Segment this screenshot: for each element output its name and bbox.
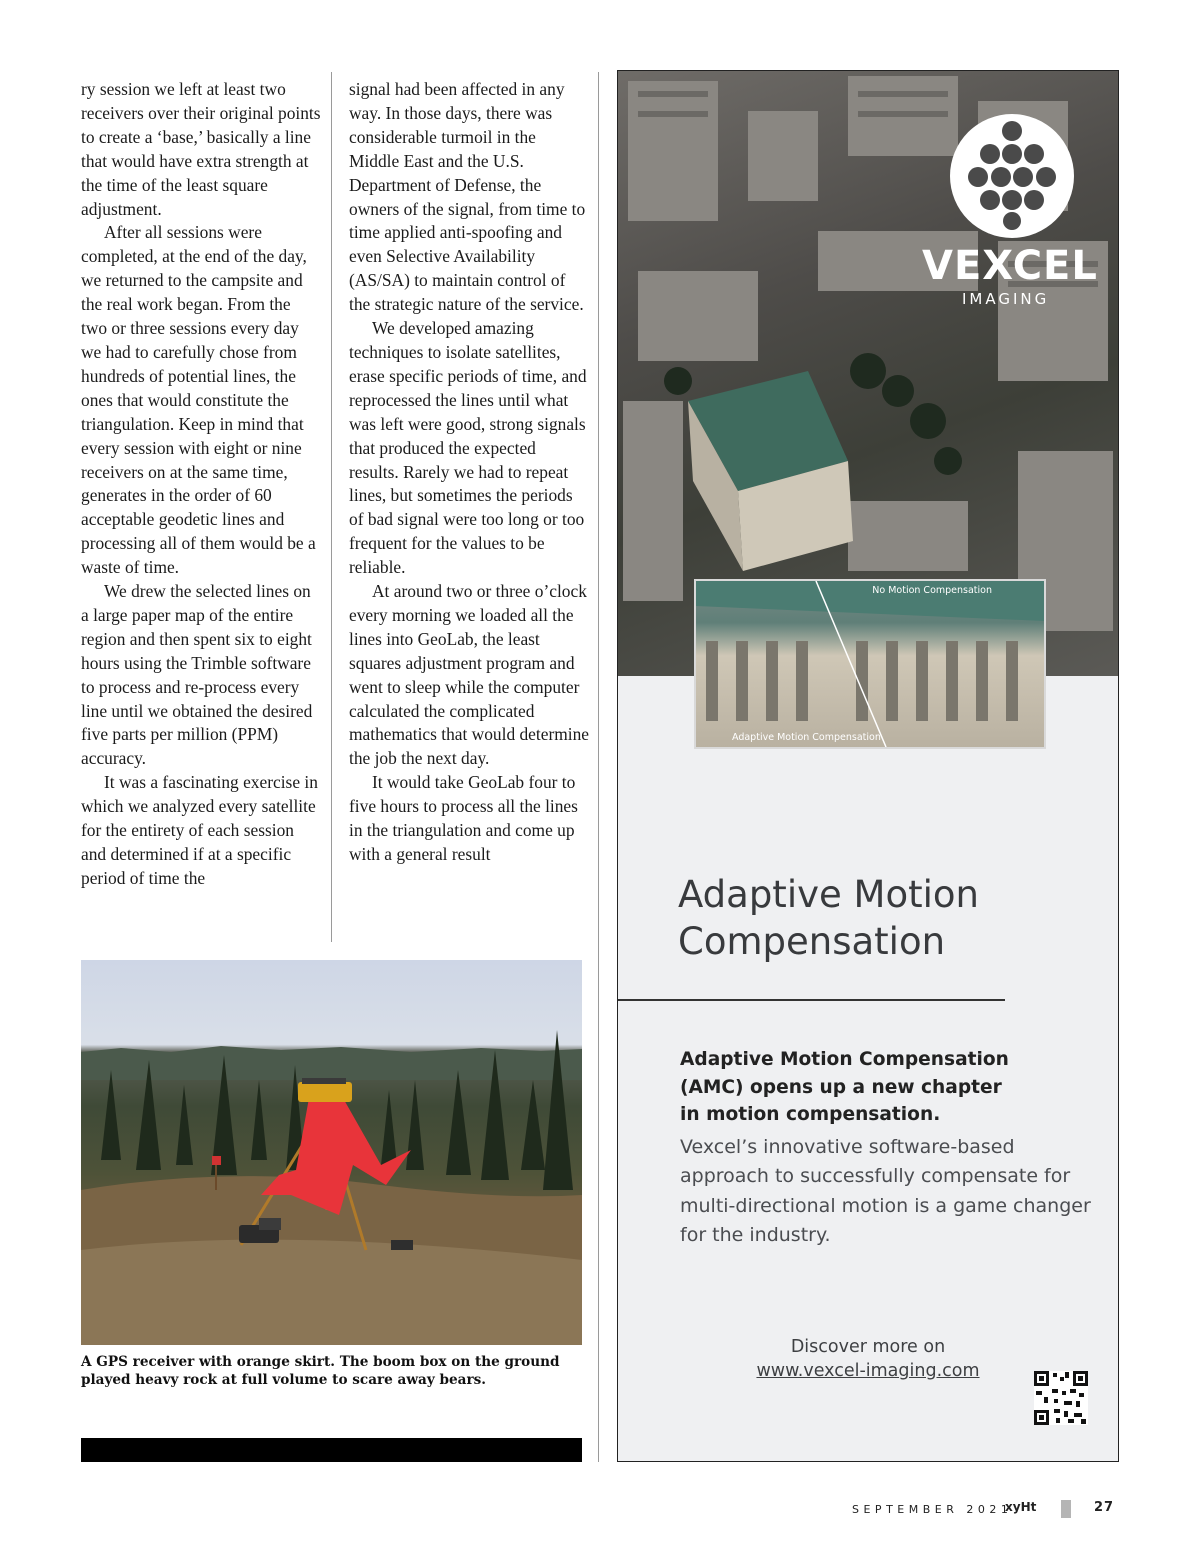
paragraph: We developed amazing techniques to isolate satellites, erase specific periods of time, and reprocessed the lines until what was left were good, strong signals that produced the expected results. Rarely we had to repeat lines, but sometimes the periods of bad signal were too long or too frequent for the values to be reliable. (349, 318, 587, 578)
ad-divider (618, 999, 1005, 1001)
paragraph: At around two or three o’clock every morning we loaded all the lines into GeoLab, the least squares adjustment program and went to sleep while the computer calculated the complicated mathematics that would determine the job the next day. (349, 581, 590, 769)
paragraph: ry session we left at least two receivers over their original points to create a ‘base,’ basically a line that would have extra strength at the time of the least square adjustment. (81, 79, 321, 219)
brand-logo-text: VEXCEL (922, 243, 1098, 289)
page-footer (0, 1500, 1200, 1530)
ad-body-text: Vexcel’s innovative software-based approach to successfully compensate for multi-directional motion is a game changer for the industry. (680, 1136, 1091, 1247)
issue-date: SEPTEMBER 2021 (852, 1503, 1013, 1516)
footer-bar (1061, 1500, 1071, 1518)
subheading-line: Adaptive Motion Compensation (680, 1049, 1009, 1070)
subheading-line: in motion compensation. (680, 1104, 941, 1125)
qr-code-icon[interactable] (1034, 1371, 1088, 1425)
inset-label-bottom: Adaptive Motion Compensation (732, 732, 881, 743)
page-divider (598, 72, 599, 1462)
ad-headline (678, 871, 1098, 965)
ad-call-to-action (738, 1335, 998, 1383)
headline-line: Adaptive Motion (678, 873, 979, 916)
paragraph: signal had been affected in any way. In those days, there was considerable turmoil in the Middle East and the U.S. Department of Defense, the owners of the signal, from time to time applied anti-spoofing and even Selective Availability (AS/SA) to maintain control of the strategic nature of the service. (349, 79, 586, 315)
website-link[interactable]: www.vexcel-imaging.com (756, 1361, 980, 1381)
photo-illustration (81, 960, 582, 1345)
paragraph: It was a fascinating exercise in which we analyzed every satellite for the entirety of each session and determined if at a specific period of time the (81, 772, 318, 888)
gps-receiver-photo (81, 960, 582, 1345)
paragraph: It would take GeoLab four to five hours to process all the lines in the triangulation and come up with a general result (349, 772, 578, 864)
article-column-1 (81, 78, 321, 891)
paragraph: After all sessions were completed, at the end of the day, we returned to the campsite and the real work began. From the two or three sessions every day we had to carefully chose from hundreds of potential lines, the ones that would constitute the triangulation. Keep in mind that every session with eight or nine receivers on at the same time, generates in the order of 60 acceptable geodetic lines and processing all of them would be a waste of time. (81, 222, 316, 578)
ad-subheading (680, 1046, 1080, 1129)
magazine-name: xyHt (1005, 1500, 1037, 1514)
inset-illustration (696, 581, 1044, 747)
article-column-2 (349, 78, 589, 867)
photo-caption: A GPS receiver with orange skirt. The boom box on the ground played heavy rock at full volume to scare away bears. (81, 1354, 560, 1388)
paragraph: We drew the selected lines on a large paper map of the entire region and then spent six to eight hours using the Trimble software to process and re-process every line until we obtained the desired five parts per million (PPM) accuracy. (81, 581, 313, 769)
vexcel-logo-icon (950, 114, 1074, 238)
column-divider (331, 72, 332, 942)
page-number: 27 (1094, 1500, 1115, 1515)
vexcel-advertisement (617, 70, 1119, 1462)
comparison-inset (694, 579, 1046, 749)
subheading-line: (AMC) opens up a new chapter (680, 1076, 1002, 1098)
brand-logo-subtext: IMAGING (962, 290, 1050, 308)
black-bar (81, 1438, 582, 1462)
headline-line: Compensation (678, 920, 946, 963)
discover-text: Discover more on (790, 1337, 946, 1357)
inset-label-top: No Motion Compensation (872, 585, 992, 596)
